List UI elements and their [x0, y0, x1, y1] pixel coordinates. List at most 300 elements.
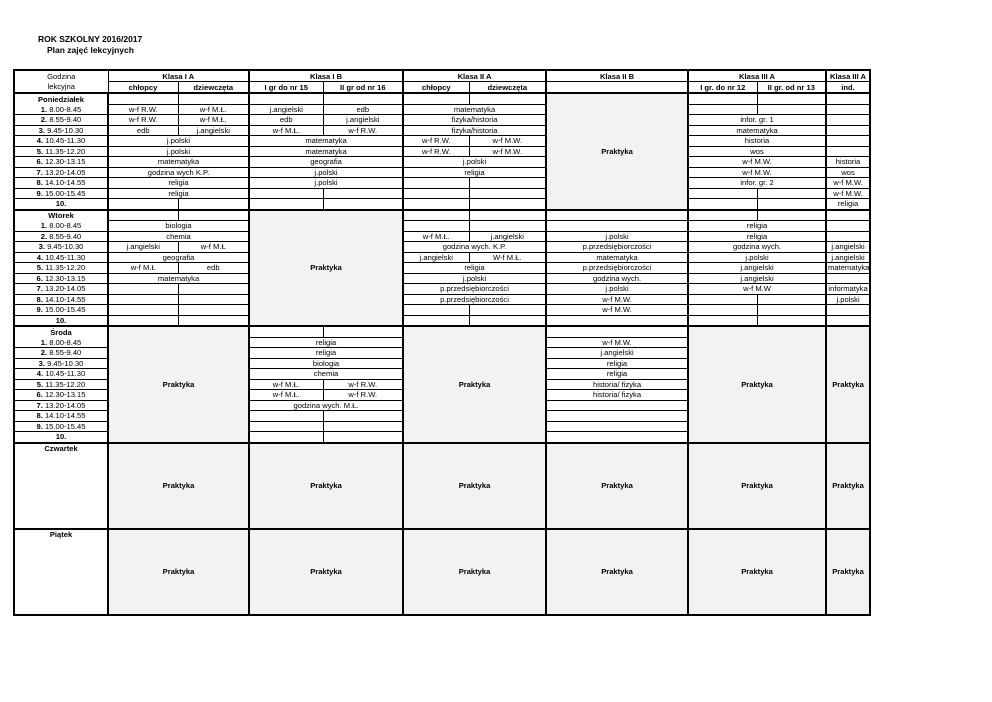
lesson-cell: edb [178, 263, 249, 274]
lesson-cell: w-f R.W. [403, 146, 469, 157]
lesson-number: 6. [36, 157, 43, 167]
lesson-cell [469, 93, 546, 104]
lesson-cell [403, 315, 469, 326]
lesson-number: 4. [36, 252, 44, 262]
lesson-cell [249, 188, 323, 199]
lesson-hours: 8.00-8.45 [49, 337, 82, 347]
lesson-cell [249, 199, 323, 210]
header-klasa-1b: Klasa I B [249, 70, 403, 82]
lesson-cell: matematyka [108, 273, 249, 284]
lesson-cell [757, 104, 826, 115]
lesson-cell: j.angielski [178, 125, 249, 136]
lesson-time [14, 305, 108, 316]
lesson-hours: 12.30-13.15 [44, 273, 86, 283]
lesson-number: 9. [36, 188, 43, 198]
lesson-cell [323, 93, 403, 104]
lesson-number: 1. [40, 221, 48, 230]
lesson-cell: w-f M.Ł. [249, 390, 323, 401]
lesson-cell [178, 199, 249, 210]
lesson-time [14, 379, 108, 390]
lesson-cell [757, 305, 826, 316]
lesson-cell: j.angielski [688, 273, 826, 284]
header-ind: ind. [826, 82, 870, 94]
lesson-cell: j.polski [546, 231, 688, 242]
header-klasa-2b: Klasa II B [546, 70, 688, 82]
lesson-cell [249, 326, 323, 337]
lesson-time [14, 188, 108, 199]
lesson-hours: 10.45-11.30 [45, 136, 86, 146]
lesson-cell: informatyka [826, 284, 870, 295]
praktyka-block: Praktyka [403, 326, 546, 443]
lesson-cell [178, 284, 249, 295]
lesson-cell [826, 315, 870, 326]
lesson-cell [249, 432, 323, 443]
lesson-cell [688, 104, 757, 115]
lesson-cell [469, 315, 546, 326]
lesson-cell [403, 188, 469, 199]
lesson-cell [826, 231, 870, 242]
lesson-number: 2. [40, 231, 48, 241]
lesson-cell [249, 93, 323, 104]
lesson-cell: wos [826, 167, 870, 178]
lesson-cell: fizyka/historia [403, 115, 546, 126]
lesson-cell: godzina wych. K.P. [403, 242, 546, 253]
lesson-number: 7. [36, 284, 43, 294]
lesson-cell: religia [403, 167, 546, 178]
praktyka-block: Praktyka [403, 529, 546, 615]
lesson-cell [178, 315, 249, 326]
lesson-cell [403, 199, 469, 210]
lesson-cell: w-f R.W. [323, 379, 403, 390]
lesson-cell: j.polski [826, 294, 870, 305]
header-chlopcy: chłopcy [403, 82, 469, 94]
lesson-cell: j.polski [249, 167, 403, 178]
lesson-cell [323, 188, 403, 199]
lesson-time [14, 337, 108, 348]
header-empty [546, 82, 688, 94]
day-label: Piątek [14, 529, 108, 615]
lesson-cell: j.polski [688, 252, 826, 263]
lesson-number: 1. [40, 337, 48, 347]
lesson-cell: j.polski [403, 157, 546, 168]
praktyka-block: Praktyka [688, 326, 826, 443]
lesson-time [14, 348, 108, 359]
lesson-number: 5. [36, 146, 44, 156]
praktyka-block: Praktyka [546, 529, 688, 615]
lesson-hours: 14.10-14.55 [44, 294, 86, 304]
lesson-number: 7. [36, 167, 43, 177]
header-klasa-3a-ind: Klasa III A [826, 70, 870, 82]
lesson-cell: religia [249, 348, 403, 359]
header-gr13: II gr. od nr 13 [757, 82, 826, 94]
lesson-time [14, 231, 108, 242]
lesson-cell [469, 178, 546, 189]
lesson-cell [688, 199, 757, 210]
lesson-cell [826, 221, 870, 232]
lesson-cell: religia [826, 199, 870, 210]
lesson-cell: chemia [249, 369, 403, 380]
lesson-hours: 10.45-11.30 [45, 369, 86, 379]
lesson-cell: j.angielski [249, 104, 323, 115]
lesson-cell: w-f M.W. [469, 146, 546, 157]
lesson-number: 4. [36, 136, 44, 146]
lesson-cell: w-f M.Ł. [403, 231, 469, 242]
lesson-cell [323, 432, 403, 443]
lesson-cell: religia [546, 369, 688, 380]
lesson-cell [108, 315, 178, 326]
lesson-time [14, 136, 108, 147]
lesson-cell: w-f R.W. [323, 125, 403, 136]
lesson-time [14, 294, 108, 305]
lesson-cell [178, 93, 249, 104]
praktyka-block: Praktyka [403, 443, 546, 529]
lesson-cell: w-f M.Ł. [178, 115, 249, 126]
lesson-cell [757, 294, 826, 305]
praktyka-block: Praktyka [826, 326, 870, 443]
lesson-number: 3. [38, 125, 45, 135]
lesson-number: 2. [40, 115, 48, 125]
lesson-cell: biologia [249, 358, 403, 369]
lesson-cell: w-f M.Ł [178, 242, 249, 253]
lesson-cell: w-f M.W. [826, 188, 870, 199]
lesson-cell: j.angielski [323, 115, 403, 126]
lesson-cell [546, 210, 688, 221]
lesson-cell [826, 273, 870, 284]
lesson-hours: 8.00-8.45 [49, 221, 82, 230]
lesson-cell: historia [688, 136, 826, 147]
lesson-cell: j.polski [249, 178, 403, 189]
praktyka-block: Praktyka [108, 443, 249, 529]
lesson-cell: matematyka [249, 136, 403, 147]
lesson-cell: edb [323, 104, 403, 115]
lesson-cell [826, 146, 870, 157]
lesson-cell: j.angielski [826, 252, 870, 263]
lesson-cell: w-f R.W. [403, 136, 469, 147]
lesson-cell: geografia [249, 157, 403, 168]
lesson-cell: j.polski [108, 136, 249, 147]
praktyka-block: Praktyka [108, 529, 249, 615]
lesson-cell: w-f M.W. [826, 178, 870, 189]
lesson-cell: godzina wych. [688, 242, 826, 253]
lesson-cell: w-f M.Ł. [249, 379, 323, 390]
lesson-time [14, 178, 108, 189]
lesson-cell: historia [826, 157, 870, 168]
lesson-cell: w-f M.Ł. [249, 125, 323, 136]
lesson-hours: 14.10-14.55 [44, 178, 86, 188]
lesson-cell: godzina wych. [546, 273, 688, 284]
lesson-cell [688, 188, 757, 199]
lesson-cell: religia [688, 221, 826, 232]
lesson-cell [826, 210, 870, 221]
lesson-hours: 8.55-9.40 [49, 231, 82, 241]
lesson-cell: geografia [108, 252, 249, 263]
lesson-cell: j.polski [403, 273, 546, 284]
lesson-cell [826, 125, 870, 136]
header-gr15: I gr do nr 15 [249, 82, 323, 94]
lesson-hours: 9.45-10.30 [47, 242, 84, 252]
header-dziewczeta: dziewczęta [469, 82, 546, 94]
document-subtitle: Plan zajęć lekcyjnych [47, 45, 134, 55]
lesson-cell [546, 432, 688, 443]
header-godzina: Godzina [14, 70, 108, 82]
lesson-cell: matematyka [403, 104, 546, 115]
lesson-time [14, 390, 108, 401]
lesson-cell [546, 221, 688, 232]
lesson-cell [323, 411, 403, 422]
lesson-cell [469, 221, 546, 232]
lesson-cell: w-f M.W [688, 284, 826, 295]
lesson-number: 7. [36, 400, 43, 410]
lesson-cell [546, 400, 688, 411]
lesson-number: 6. [36, 273, 43, 283]
lesson-cell [826, 104, 870, 115]
lesson-cell [757, 188, 826, 199]
lesson-time [14, 315, 108, 326]
lesson-cell [757, 315, 826, 326]
lesson-time [14, 400, 108, 411]
praktyka-block: Praktyka [688, 529, 826, 615]
lesson-cell [757, 199, 826, 210]
lesson-cell: wos [688, 146, 826, 157]
lesson-time [14, 157, 108, 168]
lesson-hours: 8.55-9.40 [49, 348, 82, 358]
lesson-cell: w-f M.Ł. [178, 104, 249, 115]
header-klasa-3a: Klasa III A [688, 70, 826, 82]
lesson-hours: 9.45-10.30 [47, 125, 84, 135]
lesson-cell: w-f M.W. [688, 157, 826, 168]
lesson-number: 10. [55, 432, 67, 442]
lesson-hours: 13.20-14.05 [44, 167, 86, 177]
praktyka-block: Praktyka [688, 443, 826, 529]
praktyka-block: Praktyka [249, 443, 403, 529]
lesson-cell [546, 326, 688, 337]
lesson-number: 1. [40, 104, 48, 114]
lesson-cell: religia [403, 263, 546, 274]
lesson-cell: religia [249, 337, 403, 348]
lesson-number: 10. [55, 315, 67, 325]
praktyka-block: Praktyka [249, 210, 403, 327]
lesson-hours: 9.45-10.30 [47, 358, 84, 368]
lesson-hours: 11.35-12.20 [45, 263, 86, 273]
lesson-time [14, 221, 108, 232]
lesson-cell: w-f M.W. [469, 136, 546, 147]
lesson-cell: infor. gr. 1 [688, 115, 826, 126]
lesson-cell: matematyka [249, 146, 403, 157]
lesson-cell [688, 305, 757, 316]
lesson-time [14, 273, 108, 284]
lesson-time [14, 146, 108, 157]
lesson-hours: 15.00-15.45 [44, 188, 86, 198]
header-dziewczeta: dziewczęta [178, 82, 249, 94]
lesson-number: 8. [36, 178, 43, 188]
lesson-number: 5. [36, 379, 44, 389]
lesson-cell [826, 93, 870, 104]
lesson-cell: w-f M.Ł [108, 263, 178, 274]
lesson-cell [323, 421, 403, 432]
lesson-time [14, 252, 108, 263]
lesson-time [14, 115, 108, 126]
lesson-time [14, 421, 108, 432]
lesson-cell: w-f M.W. [688, 167, 826, 178]
lesson-time [14, 167, 108, 178]
praktyka-block: Praktyka [108, 326, 249, 443]
lesson-cell: edb [249, 115, 323, 126]
lesson-cell [757, 93, 826, 104]
lesson-number: 3. [38, 358, 45, 368]
lesson-cell [757, 210, 826, 221]
lesson-number: 8. [36, 411, 43, 421]
lesson-hours: 13.20-14.05 [44, 284, 86, 294]
lesson-cell: p.przedsiębiorczości [546, 263, 688, 274]
lesson-cell: j.polski [108, 146, 249, 157]
lesson-cell [249, 421, 323, 432]
lesson-hours: 8.00-8.45 [49, 104, 82, 114]
header-gr12: I gr. do nr 12 [688, 82, 757, 94]
lesson-time [14, 284, 108, 295]
lesson-cell: religia [546, 358, 688, 369]
lesson-cell: j.angielski [546, 348, 688, 359]
day-label: Czwartek [14, 443, 108, 529]
lesson-cell [403, 93, 469, 104]
lesson-cell [469, 210, 546, 221]
lesson-hours: 11.35-12.20 [45, 379, 86, 389]
lesson-cell: matematyka [546, 252, 688, 263]
lesson-cell: matematyka [828, 263, 870, 273]
lesson-time [14, 263, 108, 274]
lesson-cell [826, 136, 870, 147]
lesson-cell: fizyka/historia [403, 125, 546, 136]
day-label: Poniedziałek [14, 93, 108, 104]
lesson-cell [469, 199, 546, 210]
lesson-cell: chemia [108, 231, 249, 242]
lesson-cell [469, 305, 546, 316]
header-lekcyjna: lekcyjna [14, 82, 108, 94]
lesson-hours: 10.45-11.30 [45, 252, 86, 262]
lesson-cell: p.przedsiębiorczości [403, 284, 546, 295]
lesson-cell [403, 210, 469, 221]
lesson-hours: 12.30-13.15 [44, 390, 86, 400]
day-label: Środa [14, 326, 108, 337]
lesson-cell: w-f R.W. [108, 104, 178, 115]
lesson-cell: w-f M.W. [546, 305, 688, 316]
lesson-cell: W-f M.Ł. [469, 252, 546, 263]
lesson-cell [688, 93, 757, 104]
lesson-time [14, 358, 108, 369]
lesson-cell: p.przedsiębiorczości [403, 294, 546, 305]
lesson-hours: 11.35-12.20 [45, 146, 86, 156]
lesson-time [14, 369, 108, 380]
lesson-cell: religia [688, 231, 826, 242]
header-chlopcy: chłopcy [108, 82, 178, 94]
lesson-cell: historia/ fizyka [546, 379, 688, 390]
lesson-time [14, 411, 108, 422]
lesson-cell: w-f R.W. [108, 115, 178, 126]
lesson-cell [108, 294, 178, 305]
lesson-cell [826, 115, 870, 126]
lesson-hours: 8.55-9.40 [49, 115, 82, 125]
lesson-cell [546, 421, 688, 432]
lesson-cell: j.angielski [108, 242, 178, 253]
lesson-cell [546, 315, 688, 326]
lesson-time [14, 242, 108, 253]
lesson-cell: historia/ fizyka [546, 390, 688, 401]
lesson-time [14, 432, 108, 443]
lesson-cell [178, 210, 249, 221]
lesson-cell: edb [108, 125, 178, 136]
lesson-number: 5. [36, 263, 44, 273]
lesson-cell: j.angielski [826, 242, 870, 253]
lesson-hours: 14.10-14.55 [44, 411, 86, 421]
praktyka-block: Praktyka [546, 443, 688, 529]
praktyka-block: Praktyka [546, 93, 688, 210]
lesson-cell [108, 210, 178, 221]
lesson-number: 3. [38, 242, 45, 252]
lesson-number: 2. [40, 348, 48, 358]
header-gr16: II gr od nr 16 [323, 82, 403, 94]
lesson-cell [469, 188, 546, 199]
lesson-cell: religia [108, 188, 249, 199]
lesson-cell: matematyka [108, 157, 249, 168]
lesson-cell [688, 294, 757, 305]
lesson-number: 6. [36, 390, 43, 400]
lesson-cell [178, 294, 249, 305]
lesson-cell [108, 284, 178, 295]
lesson-cell [688, 210, 757, 221]
lesson-cell: j.polski [546, 284, 688, 295]
lesson-time [14, 104, 108, 115]
lesson-cell [249, 411, 323, 422]
lesson-cell [108, 93, 178, 104]
lesson-cell: w-f M.W. [546, 337, 688, 348]
lesson-cell [403, 305, 469, 316]
lesson-cell: matematyka [688, 125, 826, 136]
lesson-cell [178, 305, 249, 316]
lesson-cell: j.angielski [403, 252, 469, 263]
praktyka-block: Praktyka [249, 529, 403, 615]
lesson-time [14, 125, 108, 136]
lesson-cell: w-f M.W. [546, 294, 688, 305]
lesson-hours: 12.30-13.15 [44, 157, 86, 167]
lesson-cell: infor. gr. 2 [688, 178, 826, 189]
lesson-cell: religia [108, 178, 249, 189]
day-label: Wtorek [14, 210, 108, 221]
lesson-cell: godzina wych. M.Ł. [249, 400, 403, 411]
timetable [13, 69, 871, 616]
lesson-cell [403, 178, 469, 189]
header-klasa-2a: Klasa II A [403, 70, 546, 82]
lesson-cell [403, 221, 469, 232]
lesson-cell: j.angielski [688, 263, 826, 274]
lesson-cell [108, 305, 178, 316]
lesson-hours: 15.00-15.45 [44, 421, 86, 431]
lesson-cell [108, 199, 178, 210]
lesson-hours: 13.20-14.05 [44, 400, 86, 410]
lesson-number: 9. [36, 305, 43, 315]
lesson-cell [323, 326, 403, 337]
praktyka-block: Praktyka [826, 443, 870, 529]
lesson-number: 4. [36, 369, 44, 379]
lesson-cell: p.przedsiębiorczości [546, 242, 688, 253]
lesson-hours: 15.00-15.45 [44, 305, 86, 315]
lesson-cell [688, 315, 757, 326]
lesson-cell [323, 199, 403, 210]
lesson-cell: godzina wych K.P. [108, 167, 249, 178]
lesson-cell [546, 411, 688, 422]
lesson-cell [826, 305, 870, 316]
lesson-number: 8. [36, 294, 43, 304]
lesson-cell: w-f R.W. [323, 390, 403, 401]
praktyka-block: Praktyka [826, 529, 870, 615]
